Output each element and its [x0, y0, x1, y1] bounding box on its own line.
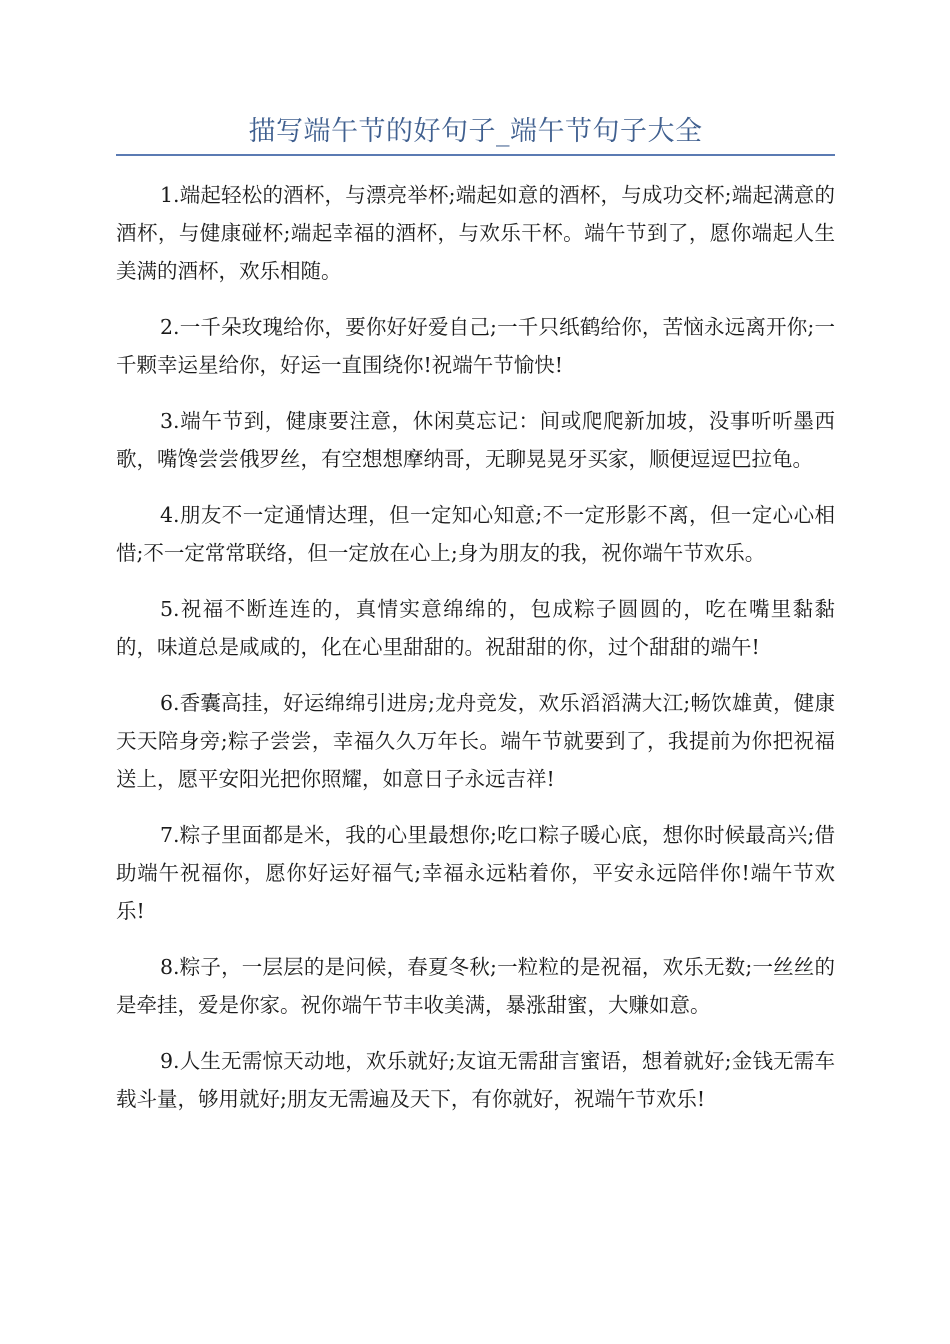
paragraph-4: 4.朋友不一定通情达理，但一定知心知意;不一定形影不离，但一定心心相惜;不一定常常联络，但一定放在心上;身为朋友的我，祝你端午节欢乐。: [116, 503, 835, 565]
document-body: [116, 176, 835, 1136]
paragraph-3: 3.端午节到，健康要注意，休闲莫忘记：间或爬爬新加坡，没事听听墨西歌，嘴馋尝尝俄罗丝，有空想想摩纳哥，无聊晃晃牙买家，顺便逗逗巴拉龟。: [116, 409, 835, 471]
paragraph-9: 9.人生无需惊天动地，欢乐就好;友谊无需甜言蜜语，想着就好;金钱无需车载斗量，够用就好;朋友无需遍及天下，有你就好，祝端午节欢乐!: [116, 1049, 835, 1111]
paragraph-5: 5.祝福不断连连的，真情实意绵绵的，包成粽子圆圆的，吃在嘴里黏黏的，味道总是咸咸的，化在心里甜甜的。祝甜甜的你，过个甜甜的端午!: [116, 597, 835, 659]
document-title: 描写端午节的好句子_端午节句子大全: [248, 116, 703, 147]
paragraph-6: 6.香囊高挂，好运绵绵引进房;龙舟竞发，欢乐滔滔满大江;畅饮雄黄，健康天天陪身旁;粽子尝尝，幸福久久万年长。端午节就要到了，我提前为你把祝福送上，愿平安阳光把你照耀，如意日子永远吉祥!: [116, 691, 835, 791]
paragraph-1: 1.端起轻松的酒杯，与漂亮举杯;端起如意的酒杯，与成功交杯;端起满意的酒杯，与健康碰杯;端起幸福的酒杯，与欢乐干杯。端午节到了，愿你端起人生美满的酒杯，欢乐相随。: [116, 183, 835, 283]
title-bar: [116, 112, 835, 156]
paragraph-7: 7.粽子里面都是米，我的心里最想你;吃口粽子暖心底，想你时候最高兴;借助端午祝福你，愿你好运好福气;幸福永远粘着你，平安永远陪伴你!端午节欢乐!: [116, 823, 835, 923]
paragraph-2: 2.一千朵玫瑰给你，要你好好爱自己;一千只纸鹤给你，苦恼永远离开你;一千颗幸运星给你，好运一直围绕你!祝端午节愉快!: [116, 315, 835, 377]
paragraph-8: 8.粽子，一层层的是问候，春夏冬秋;一粒粒的是祝福，欢乐无数;一丝丝的是牵挂，爱是你家。祝你端午节丰收美满，暴涨甜蜜，大赚如意。: [116, 955, 835, 1017]
